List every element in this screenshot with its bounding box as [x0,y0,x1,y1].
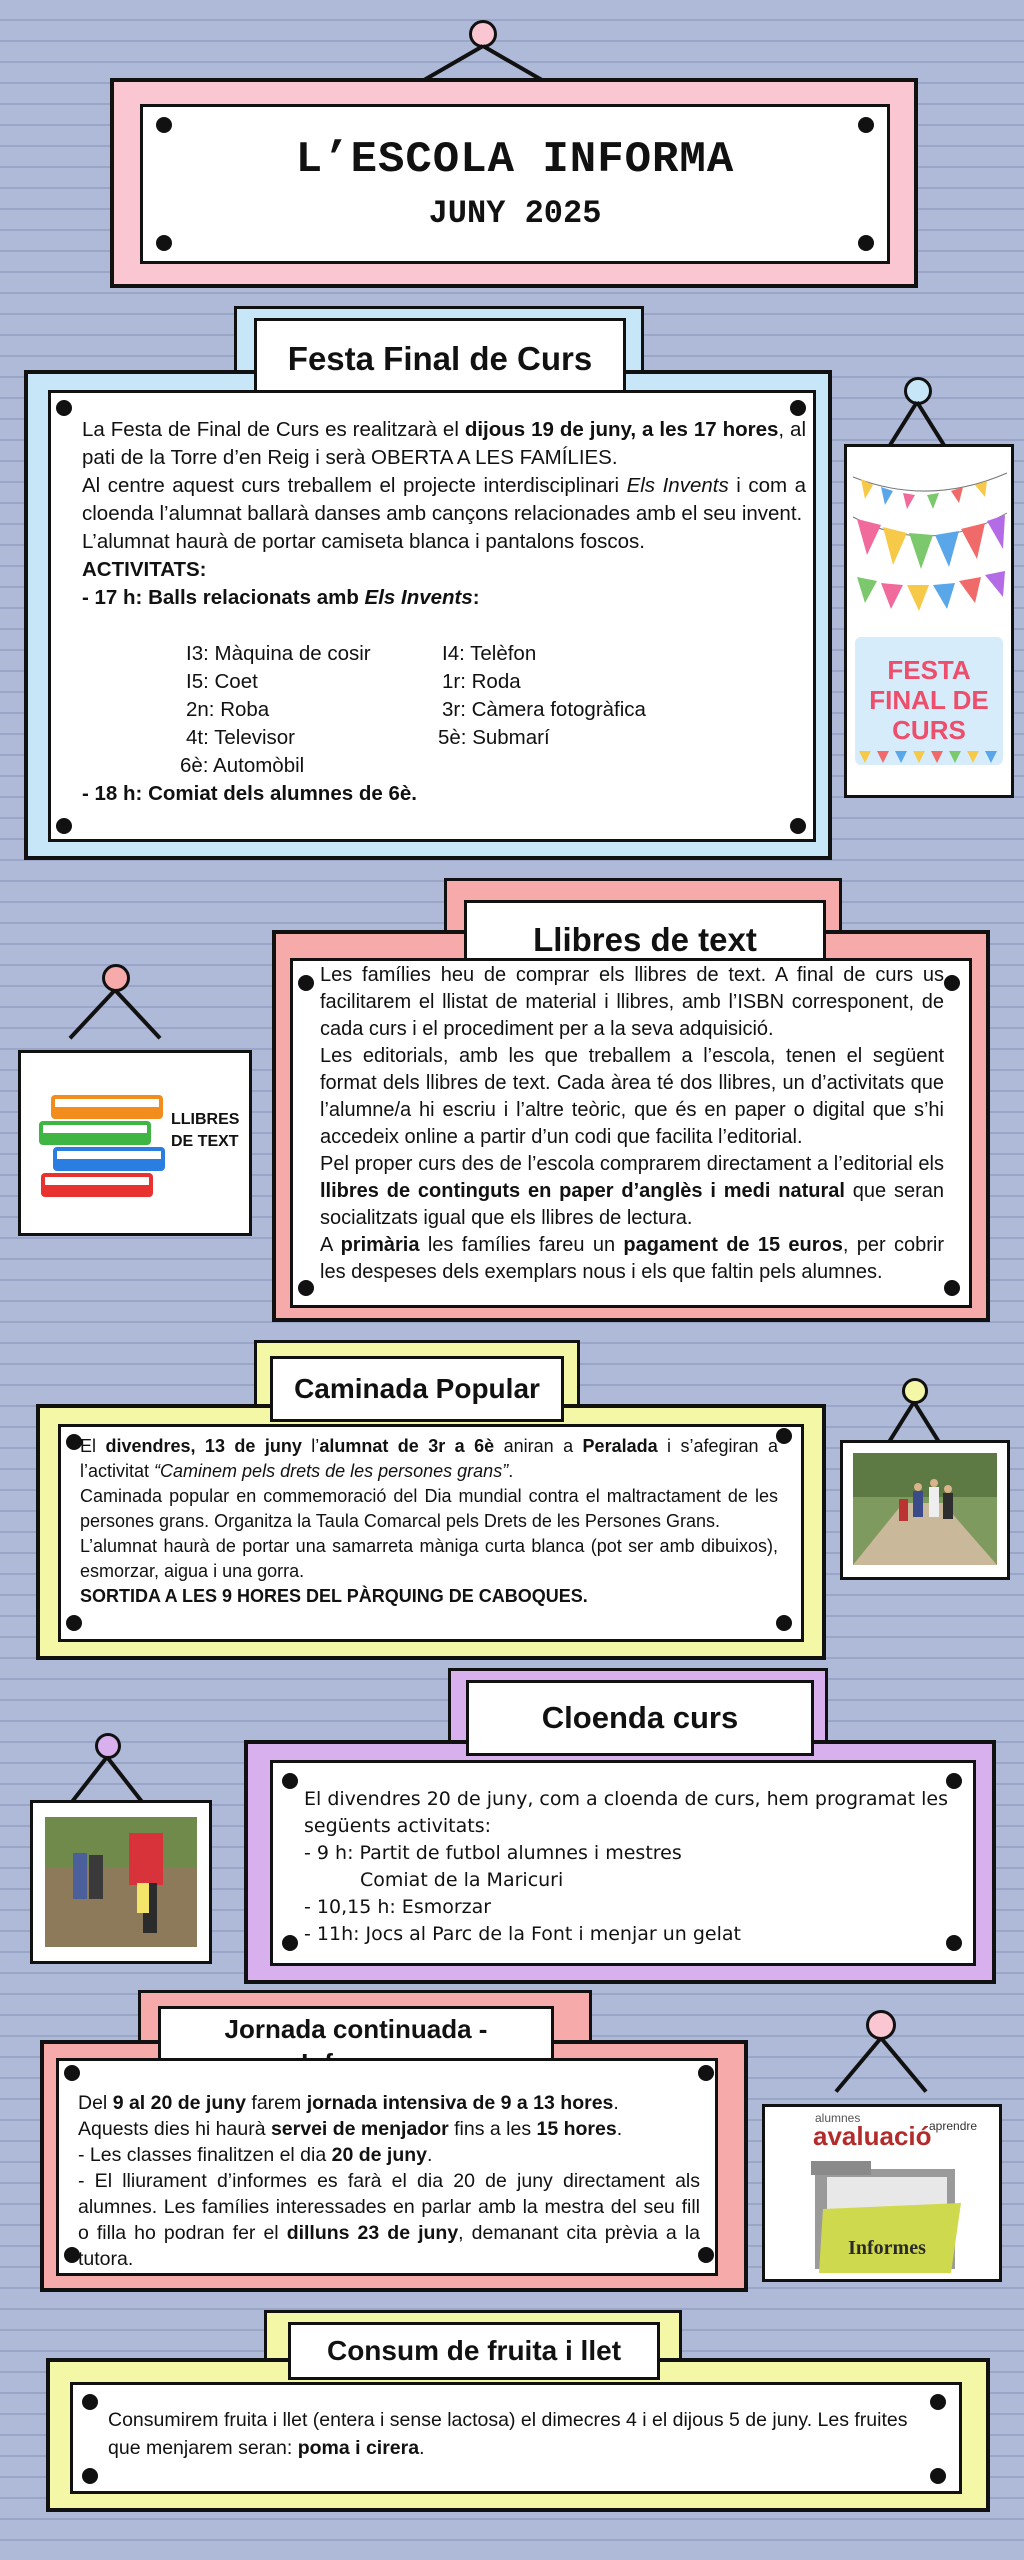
pin [944,1280,960,1296]
pin [858,117,874,133]
festa-activity-list: I3: Màquina de cosir I4: Telèfon I5: Coet 1r: Roda 2n: Roba 3r: Càmera fotogràfica 4t: Televisor 5è: Submarí 6è: Automòbil [180,642,646,777]
festa-text: La Festa de Final de Curs es realitzarà el dijous 19 de juny, a les 17 hores, al pati de la Torre d’en Reig i serà OBERTA A LES FAMÍLIES. Al centre aquest curs treballem el projecte interdisciplinari Els Invents i com a cloenda l’alumnat ballarà danses amb cançons relacionades amb el seu invent. L’alumnat haurà de portar camiseta blanca i pantalons foscos. ACTIVITATS: - 17 h: Balls relacionats amb Els Invents: [82,418,807,609]
fruita-title: Consum de fruita i llet [288,2322,660,2380]
hanger-string [105,1756,144,1804]
pin [930,2468,946,2484]
llibres-title: Llibres de text [464,900,826,980]
pin [282,1773,298,1789]
pin [82,2394,98,2410]
pin [156,117,172,133]
pin [156,235,172,251]
kids-playing-photo [33,1803,209,1961]
pin [298,975,314,991]
hanger-string [114,989,162,1040]
hanger-string [879,2037,927,2093]
llibres-image [18,1050,252,1236]
pin [282,1935,298,1951]
books-image [31,1081,181,1221]
fruita-text: Consumirem fruita i llet (entera i sense lactosa) el dimecres 4 i el dijous 5 de juny. Les fruites que menjarem seran: poma i cirera. [108,2409,908,2459]
festa-title: Festa Final de Curs [254,318,626,400]
hanger-string [70,1756,109,1804]
pin [790,400,806,416]
hanger-string [888,1401,916,1442]
festa-poster-text: FESTA FINAL DE CURS [869,655,989,745]
pin [930,2394,946,2410]
pin [298,1280,314,1296]
pin [698,2065,714,2081]
llibres-text: Les famílies heu de comprar els llibres de text. A final de curs us facilitarem el llistat de material i llibres, amb l’ISBN corresponent, de cada curs i el procediment per a la seva adquisició. Les editorials, amb les que treballem a l’escola, tenen el següent format dels llibres de text. Cada àrea té dos llibres, un d’activitats que l’alumne/a hi escriu i l’altre teòric, que és en paper o digital que s’hi accedeix online a partir d’un codi que facilita l’editorial. Pel proper curs des de l’escola comprarem directament a l’editorial els llibres de continguts en paper d’anglès i medi natural que seran socialitzats igual que els llibres de lectura. A primària les famílies fareu un pagament de 15 euros, per cobrir les despeses dels exemplars nous i els que faltin pels alumnes. [320,964,945,1283]
pin [790,818,806,834]
hanger-string [69,989,117,1040]
jornada-title: Jornada continuada - [158,2006,554,2086]
pin [64,2065,80,2081]
wordcloud-word: avaluació [813,2121,932,2151]
hanger-string [912,1401,940,1442]
walkers-photo [843,1443,1007,1577]
cloenda-title: Cloenda curs [466,1680,814,1756]
pin [776,1615,792,1631]
caminada-text: El divendres, 13 de juny l’alumnat de 3r a 6è aniran a Peralada i s’afegiran a l’activitat “Caminem pels drets de les persones grans”. Caminada popular en commemoració del Dia mundial contra el maltractament de les persones grans. Organitza la Taula Comarcal pels Drets de les Persones Grans. L’alumnat haurà de portar una samarreta màniga curta blanca (pot ser amb dibuixos), esmorzar, aigua i una gorra. SORTIDA A LES 9 HORES DEL PÀRQUING DE CABOQUES. [80,1436,778,1606]
pin [944,975,960,991]
cloenda-text: El divendres 20 de juny, com a cloenda de curs, hem programat les següents activitats: - 9 h: Partit de futbol alumnes i mestres Comiat de la Maricuri - 10,15 h: Esmorzar - 11h: Jocs al Parc de la Font i menjar un gelat [304,1788,948,1945]
hanger-string [834,2037,882,2093]
caminada-title: Caminada Popular [270,1356,564,1422]
jornada-text: Del 9 al 20 de juny farem jornada intensiva de 9 a 13 hores. Aquests dies hi haurà servei de menjador fins a les 15 hores. - Les classes finalitzen el dia 20 de juny. - El lliurament d’informes es farà el dia 20 de juny directament als alumnes. Les famílies interessades en parlar amb la mestra del seu fill o filla ho podran fer el dilluns 23 de juny, demanant cita prèvia a la tutora. [78,2092,700,2270]
festa-poster [844,444,1014,798]
pin [698,2247,714,2263]
header-card [140,104,890,264]
pin [776,1428,792,1444]
pin [858,235,874,251]
informes-image [762,2104,1002,2282]
cloenda-photo [30,1800,212,1964]
page-title: L’ESCOLA INFORMA [295,135,735,185]
wordcloud-word: aprendre [929,2119,978,2133]
pin [66,1615,82,1631]
caminada-photo [840,1440,1010,1580]
pin [82,2468,98,2484]
pin [56,400,72,416]
wordcloud-word: alumnes [815,2111,861,2125]
folder-label: Informes [848,2237,926,2259]
page-subtitle: JUNY 2025 [428,195,602,232]
pin [56,818,72,834]
hanger-knob [866,2010,896,2040]
festa-h18: - 18 h: Comiat dels alumnes de 6è. [82,782,417,805]
llibres-image-label: LLIBRES DE TEXT [171,1111,240,1150]
